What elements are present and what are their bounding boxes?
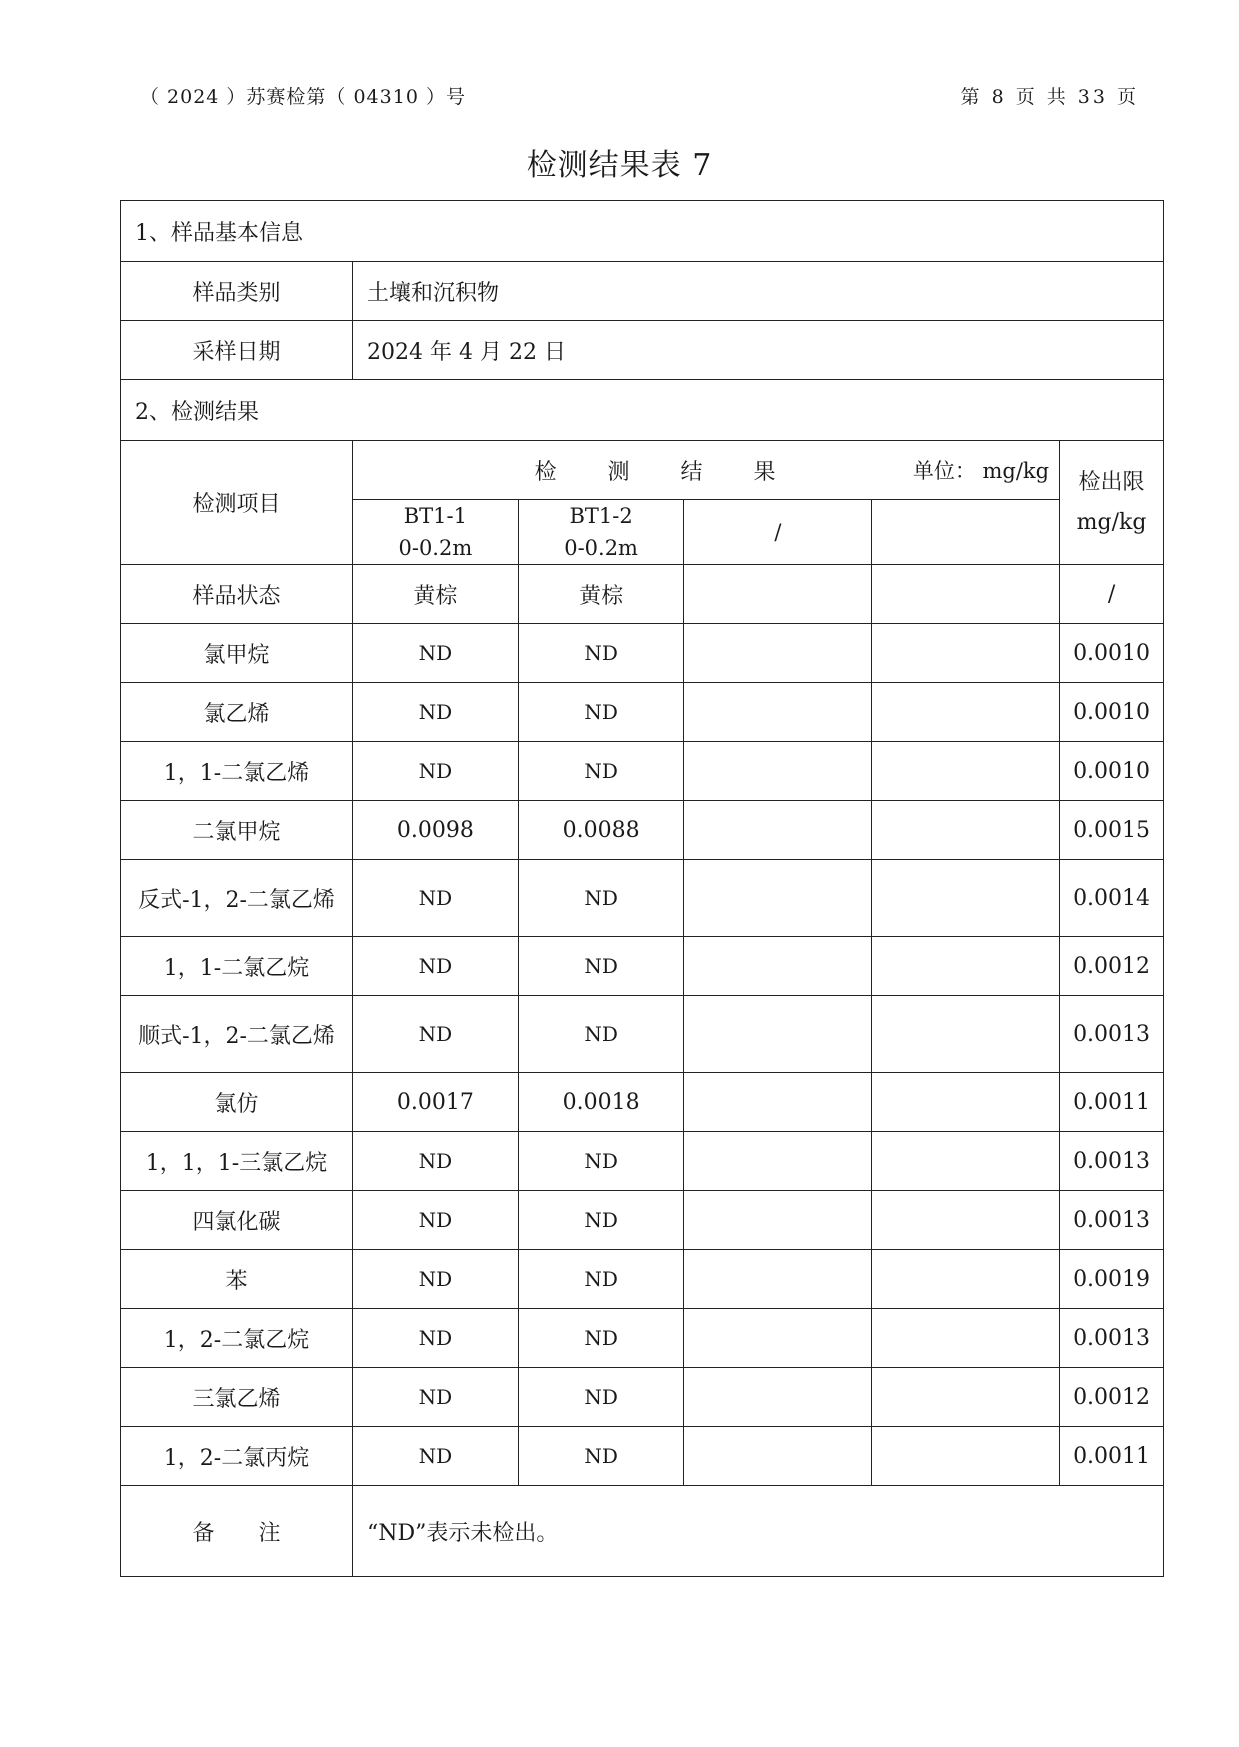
item-name: 二氯甲烷 [121,801,353,860]
item-name: 四氯化碳 [121,1191,353,1250]
remark-row [121,1486,1164,1577]
item-name: 1，2-二氯乙烷 [121,1309,353,1368]
result-value [872,624,1060,683]
state-limit: / [1060,565,1164,624]
table-row [121,1191,1164,1250]
result-value [684,1309,872,1368]
result-value [872,1132,1060,1191]
table-row [121,937,1164,996]
result-header: 检 测 结 果 [534,459,798,485]
result-value: ND [353,1368,519,1427]
result-value: ND [353,937,519,996]
limit-header-cell [1060,441,1164,565]
result-value [684,1191,872,1250]
result-value [684,860,872,937]
item-name: 反式-1，2-二氯乙烯 [121,860,353,937]
unit-label: 单位： mg/kg [912,459,1050,483]
detection-limit: 0.0014 [1060,860,1164,937]
table-row [121,996,1164,1073]
result-value: ND [518,1250,684,1309]
sample-id: BT1-1 [403,504,467,528]
detection-limit: 0.0011 [1060,1427,1164,1486]
result-value [872,860,1060,937]
item-name: 三氯乙烯 [121,1368,353,1427]
results-header-row [121,441,1164,500]
report-number: （ 2024 ）苏赛检第（ 04310 ）号 [140,86,466,108]
state-value: 黄棕 [518,565,684,624]
result-value: ND [518,1368,684,1427]
table-row [121,860,1164,937]
info-value: 2024 年 4 月 22 日 [353,321,1164,380]
result-value [684,742,872,801]
detection-limit: 0.0010 [1060,683,1164,742]
result-value: ND [518,1427,684,1486]
result-value: ND [353,1250,519,1309]
item-name: 1，1，1-三氯乙烷 [121,1132,353,1191]
page-title: 检测结果表 7 [526,148,713,183]
result-value [872,683,1060,742]
item-name: 1，1-二氯乙烯 [121,742,353,801]
result-value [684,801,872,860]
table-row [121,624,1164,683]
result-value: ND [353,1309,519,1368]
table-row [121,1427,1164,1486]
result-value [684,937,872,996]
remark-text: “ND”表示未检出。 [353,1486,1164,1577]
state-value [684,565,872,624]
detection-limit: 0.0019 [1060,1250,1164,1309]
detection-limit: 0.0011 [1060,1073,1164,1132]
result-value [684,1368,872,1427]
result-value [684,624,872,683]
table-row [121,1250,1164,1309]
info-row-date [121,321,1164,380]
sample-column-header [684,500,872,565]
state-label: 样品状态 [121,565,353,624]
result-value: ND [353,683,519,742]
page-info: 第 8 页 共 33 页 [960,86,1139,108]
result-value [872,742,1060,801]
sample-id: BT1-2 [569,504,633,528]
result-value: ND [518,683,684,742]
sample-column-header [353,500,519,565]
item-name: 氯仿 [121,1073,353,1132]
item-name: 氯乙烯 [121,683,353,742]
limit-header: 检出限 [1078,469,1145,495]
result-value: ND [353,860,519,937]
result-value [872,801,1060,860]
result-value: ND [353,1132,519,1191]
result-value [872,1250,1060,1309]
result-value: ND [518,1132,684,1191]
result-value [684,1073,872,1132]
result-value: ND [518,937,684,996]
result-value: ND [353,1427,519,1486]
result-value: ND [518,742,684,801]
result-value [872,1309,1060,1368]
results-table [120,200,1164,1577]
limit-unit: mg/kg [1076,509,1147,535]
sample-id: / [774,520,782,544]
detection-limit: 0.0015 [1060,801,1164,860]
item-name: 苯 [121,1250,353,1309]
result-value: 0.0018 [518,1073,684,1132]
detection-limit: 0.0010 [1060,742,1164,801]
table-row [121,1073,1164,1132]
result-value [872,937,1060,996]
result-value [872,996,1060,1073]
state-value [872,565,1060,624]
result-value [684,683,872,742]
detection-limit: 0.0012 [1060,1368,1164,1427]
result-value: ND [518,996,684,1073]
state-value: 黄棕 [353,565,519,624]
section1-heading-row [121,201,1164,262]
table-row [121,801,1164,860]
result-value: ND [353,624,519,683]
info-value: 土壤和沉积物 [353,262,1164,321]
item-name: 氯甲烷 [121,624,353,683]
table-row [121,1368,1164,1427]
remark-label: 备 注 [121,1486,353,1577]
result-value [872,1191,1060,1250]
info-label: 样品类别 [121,262,353,321]
result-value [684,1132,872,1191]
detection-limit: 0.0012 [1060,937,1164,996]
result-value [872,1368,1060,1427]
result-value [684,1250,872,1309]
result-value: ND [353,996,519,1073]
result-value: 0.0098 [353,801,519,860]
item-name: 顺式-1，2-二氯乙烯 [121,996,353,1073]
sample-state-row [121,565,1164,624]
info-label: 采样日期 [121,321,353,380]
result-value [684,996,872,1073]
detection-limit: 0.0013 [1060,1309,1164,1368]
result-header-cell [353,441,1060,500]
result-value: ND [518,860,684,937]
section1-heading: 1、样品基本信息 [121,201,1164,262]
result-value: ND [353,742,519,801]
table-row [121,1309,1164,1368]
result-value: ND [518,1191,684,1250]
sample-depth: 0-0.2m [564,536,638,560]
item-name: 1，1-二氯乙烷 [121,937,353,996]
info-row-category [121,262,1164,321]
detection-limit: 0.0013 [1060,1132,1164,1191]
table-row [121,1132,1164,1191]
sample-depth: 0-0.2m [398,536,473,560]
sample-column-header [872,500,1060,565]
result-value: ND [518,624,684,683]
sample-column-header [518,500,684,565]
table-row [121,742,1164,801]
item-header: 检测项目 [121,441,353,565]
detection-limit: 0.0013 [1060,996,1164,1073]
result-value: 0.0017 [353,1073,519,1132]
result-value: 0.0088 [518,801,684,860]
section2-heading: 2、检测结果 [121,380,1164,441]
result-value [872,1427,1060,1486]
result-value: ND [518,1309,684,1368]
detection-limit: 0.0013 [1060,1191,1164,1250]
result-value [872,1073,1060,1132]
section2-heading-row [121,380,1164,441]
item-name: 1，2-二氯丙烷 [121,1427,353,1486]
result-value: ND [353,1191,519,1250]
detection-limit: 0.0010 [1060,624,1164,683]
result-value [684,1427,872,1486]
table-row [121,683,1164,742]
